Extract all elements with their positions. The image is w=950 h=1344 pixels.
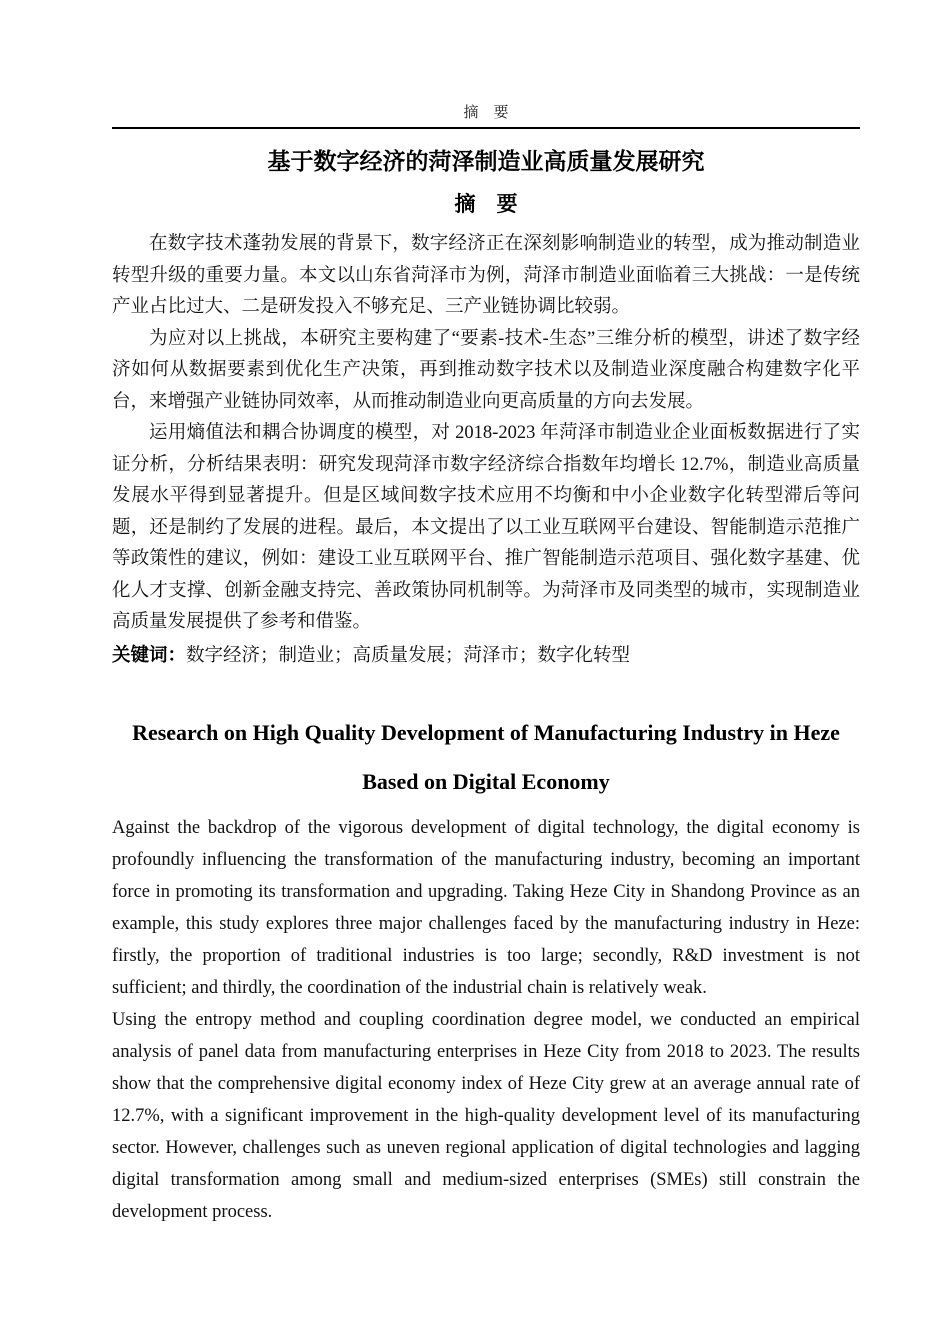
abstract-paragraph-cn-3: 运用熵值法和耦合协调度的模型，对 2018-2023 年菏泽市制造业企业面板数据进行了实证分析，分析结果表明：研究发现菏泽市数字经济综合指数年均增长 12.7%，制造业高质量发展水平得到显著提升。但是区域间数字技术应用不均衡和中小企业数字化转型滞后等问题，还是制约了发展的进程。最后，本文提出了以工业互联网平台建设、智能制造示范推广等政策性的建议，例如：建设工业互联网平台、推广智能制造示范项目、强化数字基建、优化人才支撑、创新金融支持完、善政策协同机制等。为菏泽市及同类型的城市，实现制造业高质量发展提供了参考和借鉴。 (112, 423, 860, 632)
thesis-title-en: Research on High Quality Development of Manufacturing Industry in Heze Based on Digital Economy (132, 720, 840, 794)
thesis-title-cn: 基于数字经济的菏泽制造业高质量发展研究 (267, 148, 705, 174)
keywords-label: 关键词： (112, 643, 187, 665)
running-header-title: 摘 要 (463, 105, 509, 121)
abstract-paragraph-cn-2: 为应对以上挑战，本研究主要构建了“要素-技术-生态”三维分析的模型，讲述了数字经济如何从数据要素到优化生产决策，再到推动数字技术以及制造业深度融合构建数字化平台，来增强产业链协同效率，从而推动制造业向更高质量的方向去发展。 (112, 328, 860, 412)
abstract-paragraph-en-1: Against the backdrop of the vigorous development of digital technology, the digital economy is profoundly influencing the transformation of the manufacturing industry, becoming an important force in promoting its transformation and upgrading. Taking Heze City in Shandong Province as an example, this study explores three major challenges faced by the manufacturing industry in Heze: firstly, the proportion of traditional industries is too large; secondly, R&D investment is not sufficient; and thirdly, the coordination of the industrial chain is relatively weak. (112, 818, 860, 998)
running-header (112, 104, 860, 129)
keywords-line (112, 639, 860, 673)
abstract-paragraph-cn-1: 在数字技术蓬勃发展的背景下，数字经济正在深刻影响制造业的转型，成为推动制造业转型升级的重要力量。本文以山东省菏泽市为例，菏泽市制造业面临着三大挑战：一是传统产业占比过大、二是研发投入不够充足、三产业链协调比较弱。 (112, 234, 860, 317)
keywords-text: 数字经济；制造业；高质量发展；菏泽市；数字化转型 (186, 645, 631, 666)
abstract-heading-cn: 摘 要 (454, 193, 518, 216)
abstract-paragraph-en-2: Using the entropy method and coupling coordination degree model, we conducted an empirical analysis of panel data from manufacturing enterprises in Heze City from 2018 to 2023. The results show that the comprehensive digital economy index of Heze City grew at an average annual rate of 12.7%, with a significant improvement in the high-quality development level of its manufacturing sector. However, challenges such as uneven regional application of digital technologies and lagging digital transformation among small and medium-sized enterprises (SMEs) still constrain the development process. (112, 1010, 860, 1222)
